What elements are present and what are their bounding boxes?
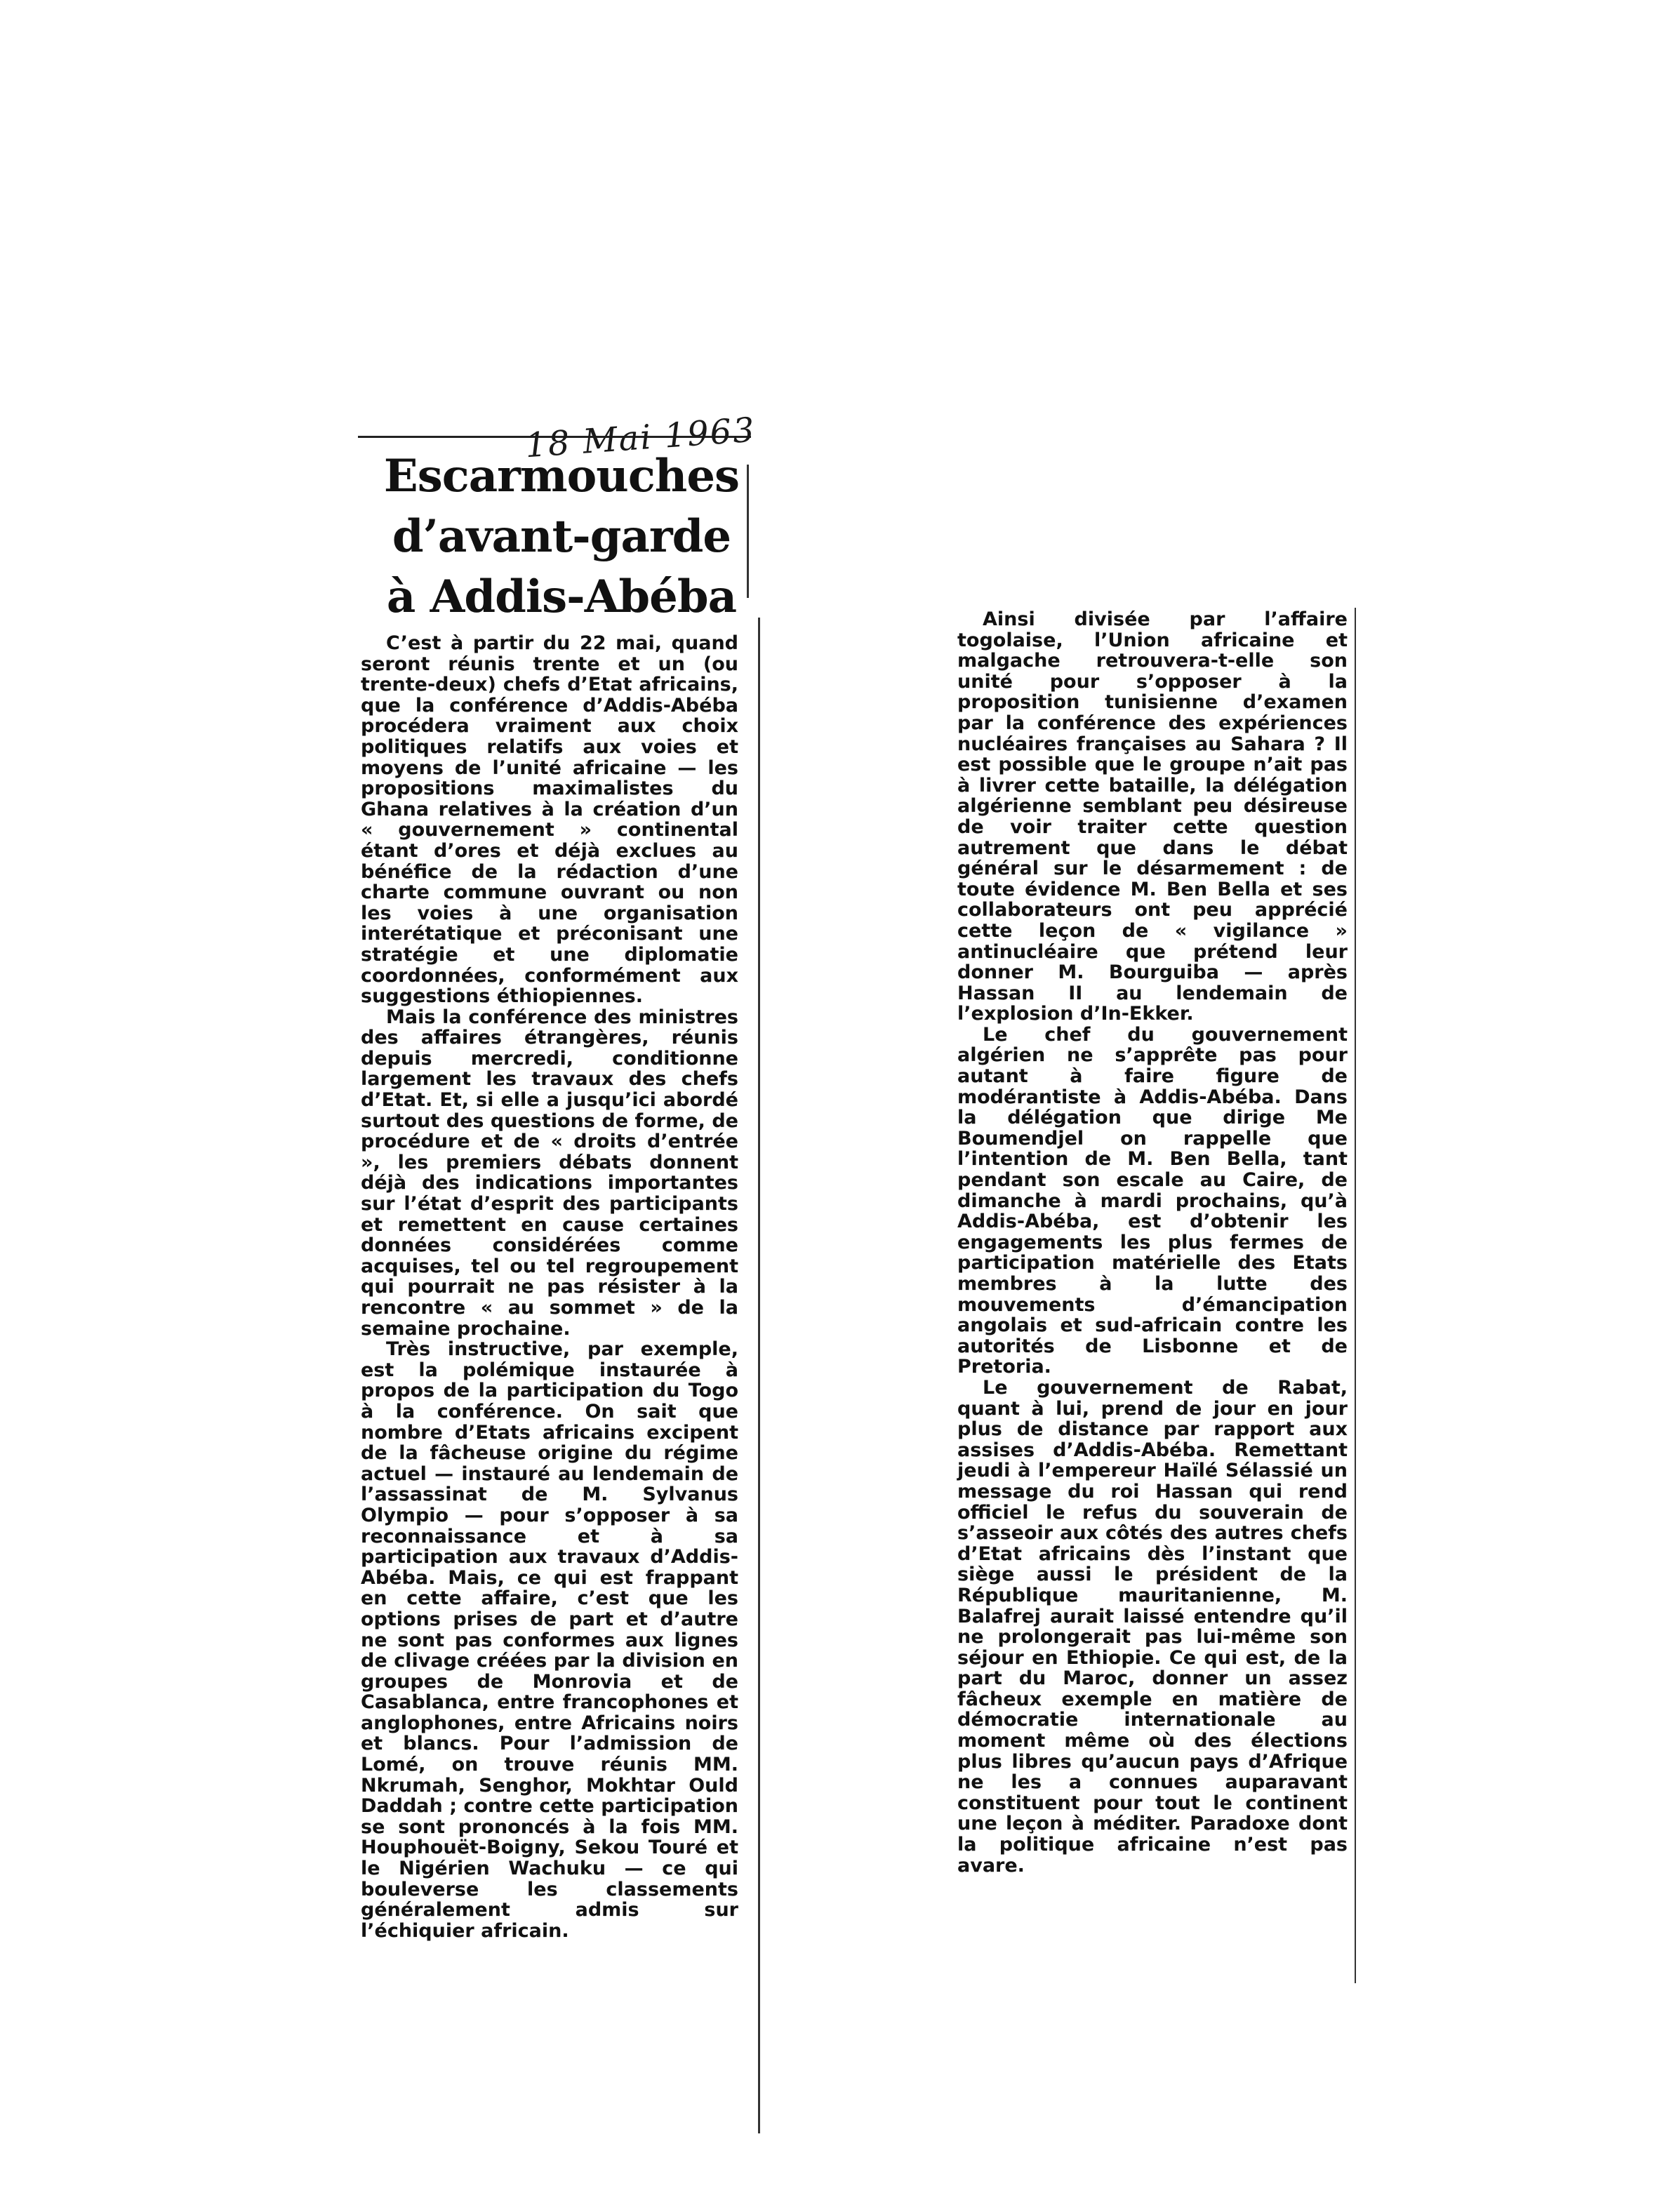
article-headline	[365, 446, 758, 627]
handwritten-date-annotation: 18 Mai 1963	[524, 410, 757, 466]
headline-line-3: à Addis-Abéba	[386, 571, 737, 623]
left-column-rule	[758, 618, 760, 2133]
paragraph: Mais la conférence des ministres des affaires étrangères, réunis depuis mercredi, conditionne largement les travaux des chefs d’Etat. Et, si elle a jusqu’ici abordé surtout des questions de forme, de procédure et de « droits d’entrée », les premiers débats donnent déjà des indications importantes sur l’état d’esprit des participants et remettent en cause certaines données considérées comme acquises, tel ou tel regroupement qui pourrait ne pas résister à la rencontre « au sommet » de la semaine prochaine.	[361, 1006, 738, 1340]
paragraph: Ainsi divisée par l’affaire togolaise, l’Union africaine et malgache retrouvera-t-elle son unité pour s’opposer à la proposition tunisienne d’examen par la conférence des expériences nucléaires françaises au Sahara ? Il est possible que le groupe n’ait pas à livrer cette bataille, la délégation algérienne semblant peu désireuse de voir traiter cette question autrement que dans le débat général sur le désarmement : de toute évidence M. Ben Bella et ses collaborateurs ont peu apprécié cette leçon de « vigilance » antinucléaire que prétend leur donner M. Bourguiba — après Hassan II au lendemain de l’explosion d’In-Ekker.	[957, 608, 1348, 1025]
right-column-rule	[1355, 608, 1356, 1983]
article-column-left	[361, 633, 738, 1941]
headline-line-2: d’avant-garde	[392, 510, 731, 563]
paragraph: Le chef du gouvernement algérien ne s’apprête pas pour autant à faire figure de modérantiste à Addis-Abéba. Dans la délégation que dirige Me Boumendjel on rappelle que l’intention de M. Ben Bella, tant pendant son escale au Caire, de dimanche à mardi prochains, qu’à Addis-Abéba, est d’obtenir les engagements les plus fermes de participation matérielle des Etats membres à la lutte des mouvements d’émancipation angolais et sud-africain contre les autorités de Lisbonne et de Pretoria.	[957, 1023, 1348, 1378]
paragraph: Très instructive, par exemple, est la polémique instaurée à propos de la participation du Togo à la conférence. On sait que nombre d’Etats africains excipent de la fâcheuse origine du régime actuel — instauré au lendemain de l’assassinat de M. Sylvanus Olympio — pour s’opposer à sa reconnaissance et à sa participation aux travaux d’Addis-Abéba. Mais, ce qui est frappant en cette affaire, c’est que les options prises de part et d’autre ne sont pas conformes aux lignes de clivage créées par la division en groupes de Monrovia et de Casablanca, entre francophones et anglophones, entre Africains noirs et blancs. Pour l’admission de Lomé, on trouve réunis MM. Nkrumah, Senghor, Mokhtar Ould Daddah ; contre cette participation se sont prononcés à la fois MM. Houphouët-Boigny, Sekou Touré et le Nigérien Wachuku — ce qui bouleverse les classements généralement admis sur l’échiquier africain.	[361, 1338, 738, 1942]
article-column-right	[957, 609, 1348, 1876]
paragraph: Le gouvernement de Rabat, quant à lui, prend de jour en jour plus de distance par rapport aux assises d’Addis-Abéba. Remettant jeudi à l’empereur Haïlé Sélassié un message du roi Hassan qui rend officiel le refus du souverain de s’asseoir aux côtés des autres chefs d’Etat africains dès l’instant que siège aussi le président de la République mauritanienne, M. Balafrej aurait laissé entendre qu’il ne prolongerait pas lui-même son séjour en Ethiopie. Ce qui est, de la part du Maroc, donner un assez fâcheux exemple en matière de démocratie internationale au moment même où des élections plus libres qu’aucun pays d’Afrique ne les a connues auparavant constituent pour tout le continent une leçon à méditer. Paradoxe dont la politique africaine n’est pas avare.	[957, 1376, 1348, 1877]
paragraph: C’est à partir du 22 mai, quand seront réunis trente et un (ou trente-deux) chefs d’Etat africains, que la conférence d’Addis-Abéba procédera vraiment aux choix politiques relatifs aux voies et moyens de l’unité africaine — les propositions maximalistes du Ghana relatives à la création d’un « gouvernement » continental étant d’ores et déjà exclues au bénéfice de la rédaction d’une charte commune ouvrant ou non les voies à une organisation interétatique et préconisant une stratégie et une diplomatie coordonnées, conformément aux suggestions éthiopiennes.	[361, 632, 738, 1008]
headline-column-rule	[747, 465, 749, 598]
headline-line-1: Escarmouches	[383, 450, 740, 502]
